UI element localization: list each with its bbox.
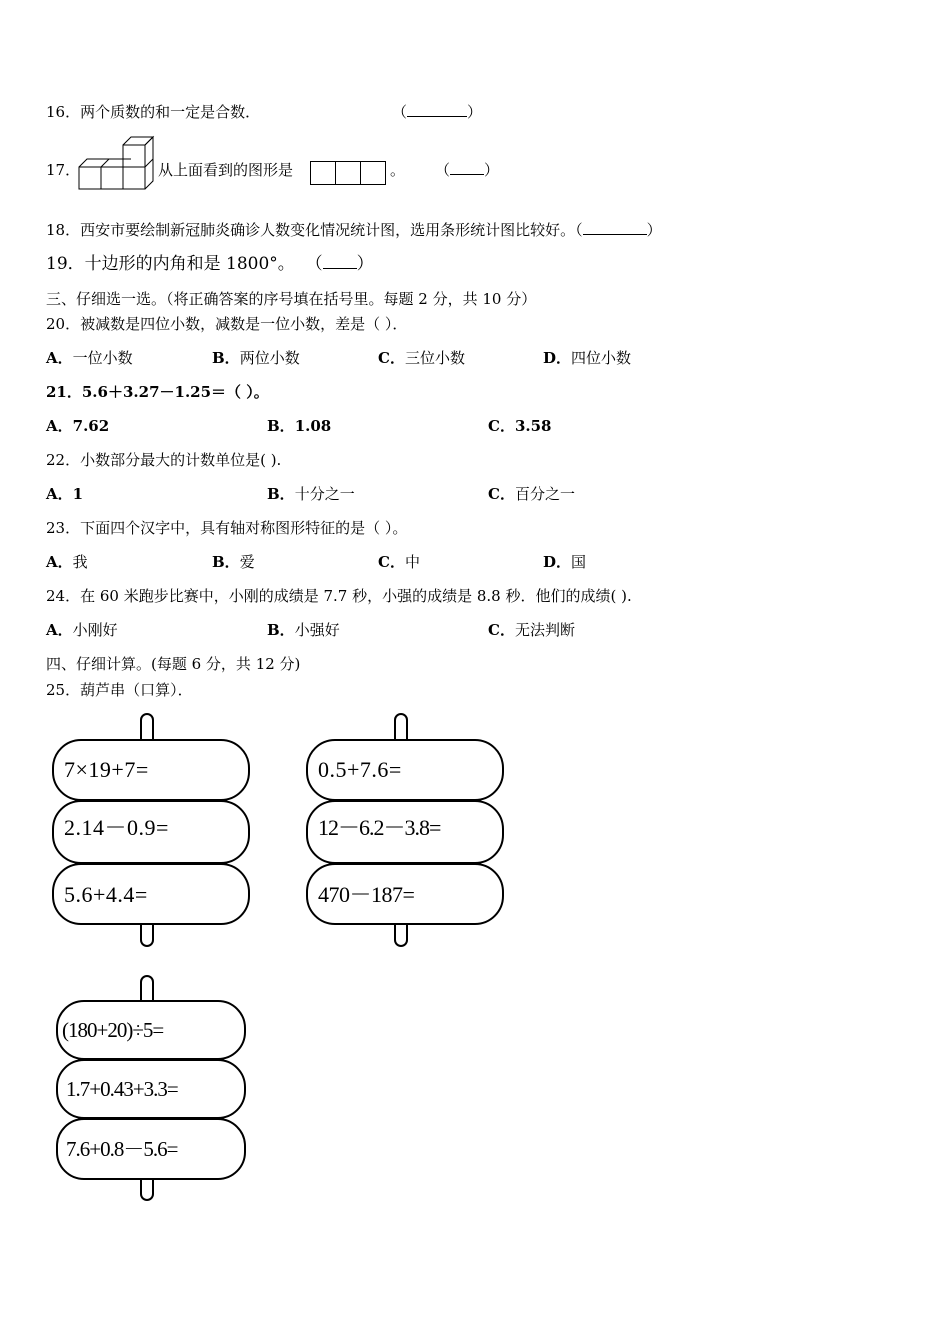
q20-option-c[interactable]: C．三位小数 [378, 349, 465, 367]
question-25: 25．葫芦串（口算）． [46, 681, 193, 699]
q16-number: 16． [46, 103, 81, 121]
gourd-3-expr-1: (180+20)÷5= [62, 1018, 164, 1042]
top-view-square-3 [360, 161, 386, 185]
section-3-title: 三、仔细选一选。（将正确答案的序号填在括号里。每题 2 分，共 10 分） [46, 290, 537, 308]
q22-option-c[interactable]: C．百分之一 [488, 485, 575, 503]
gourd-2-expr-3: 470－187= [318, 882, 415, 907]
q19-text: 十边形的内角和是 1800°。 [84, 254, 295, 274]
q16-answer-blank[interactable]: （ ） [392, 103, 483, 121]
question-20: 20．被减数是四位小数，减数是一位小数，差是（ ）． [46, 315, 408, 333]
q21-option-a[interactable]: A．7.62 [46, 417, 110, 435]
q23-option-b[interactable]: B．爱 [212, 553, 255, 571]
q24-option-b[interactable]: B．小强好 [267, 621, 340, 639]
q17-tail: 。 [390, 161, 406, 179]
q20-option-d[interactable]: D．四位小数 [543, 349, 632, 367]
gourd-3-expr-3: 7.6+0.8－5.6= [66, 1137, 178, 1161]
gourd-2-expr-1: 0.5+7.6= [318, 757, 402, 782]
question-21: 21．5.6＋3.27－1.25＝（ ）。 [46, 383, 269, 401]
gourd-string-2 [304, 712, 506, 948]
q23-option-a[interactable]: A．我 [46, 553, 88, 571]
q19-number: 19． [46, 254, 85, 274]
q21-option-c[interactable]: C．3.58 [488, 417, 552, 435]
q21-option-b[interactable]: B．1.08 [267, 417, 332, 435]
question-18 [46, 220, 662, 240]
question-16 [46, 102, 260, 122]
q23-option-c[interactable]: C．中 [378, 553, 420, 571]
q22-option-b[interactable]: B．十分之一 [267, 485, 355, 503]
top-view-square-1 [310, 161, 336, 185]
q17-answer-blank[interactable]: （ ） [435, 161, 500, 179]
question-23: 23．下面四个汉字中，具有轴对称图形特征的是（ ）。 [46, 519, 408, 537]
q18-text: 西安市要绘制新冠肺炎确诊人数变化情况统计图，选用条形统计图比较好。 [80, 221, 576, 239]
gourd-3-expr-2: 1.7+0.43+3.3= [66, 1077, 178, 1101]
question-24: 24．在 60 米跑步比赛中，小刚的成绩是 7.7 秒，小强的成绩是 8.8 秒．他们的成绩( ). [46, 587, 632, 605]
gourd-1-expr-3: 5.6+4.4= [64, 882, 148, 907]
q17-number: 17． [46, 161, 81, 179]
cube-stack-icon [78, 132, 158, 192]
gourd-string-3 [54, 974, 248, 1202]
q24-option-a[interactable]: A．小刚好 [46, 621, 118, 639]
q17-text: 从上面看到的图形是 [158, 161, 294, 179]
gourd-1-expr-2: 2.14－0.9= [64, 815, 169, 840]
cube-stack-figure [78, 132, 158, 192]
q20-option-b[interactable]: B．两位小数 [212, 349, 300, 367]
q16-text: 两个质数的和一定是合数． [80, 103, 261, 121]
question-22: 22．小数部分最大的计数单位是( ). [46, 451, 282, 469]
q24-option-c[interactable]: C．无法判断 [488, 621, 575, 639]
q18-answer-blank[interactable]: （ ） [575, 221, 662, 239]
section-4-title: 四、仔细计算。(每题 6 分，共 12 分) [46, 655, 301, 673]
question-17 [46, 160, 80, 180]
q23-option-d[interactable]: D．国 [543, 553, 587, 571]
q18-number: 18． [46, 221, 81, 239]
top-view-square-2 [335, 161, 361, 185]
q22-option-a[interactable]: A．1 [46, 485, 84, 503]
gourd-2-expr-2: 12－6.2－3.8= [318, 815, 441, 840]
gourd-1-expr-1: 7×19+7= [64, 757, 149, 782]
q20-option-a[interactable]: A．一位小数 [46, 349, 133, 367]
question-19 [46, 254, 374, 274]
q19-answer-blank[interactable]: （ ） [305, 254, 374, 274]
gourd-string-1 [50, 712, 252, 948]
